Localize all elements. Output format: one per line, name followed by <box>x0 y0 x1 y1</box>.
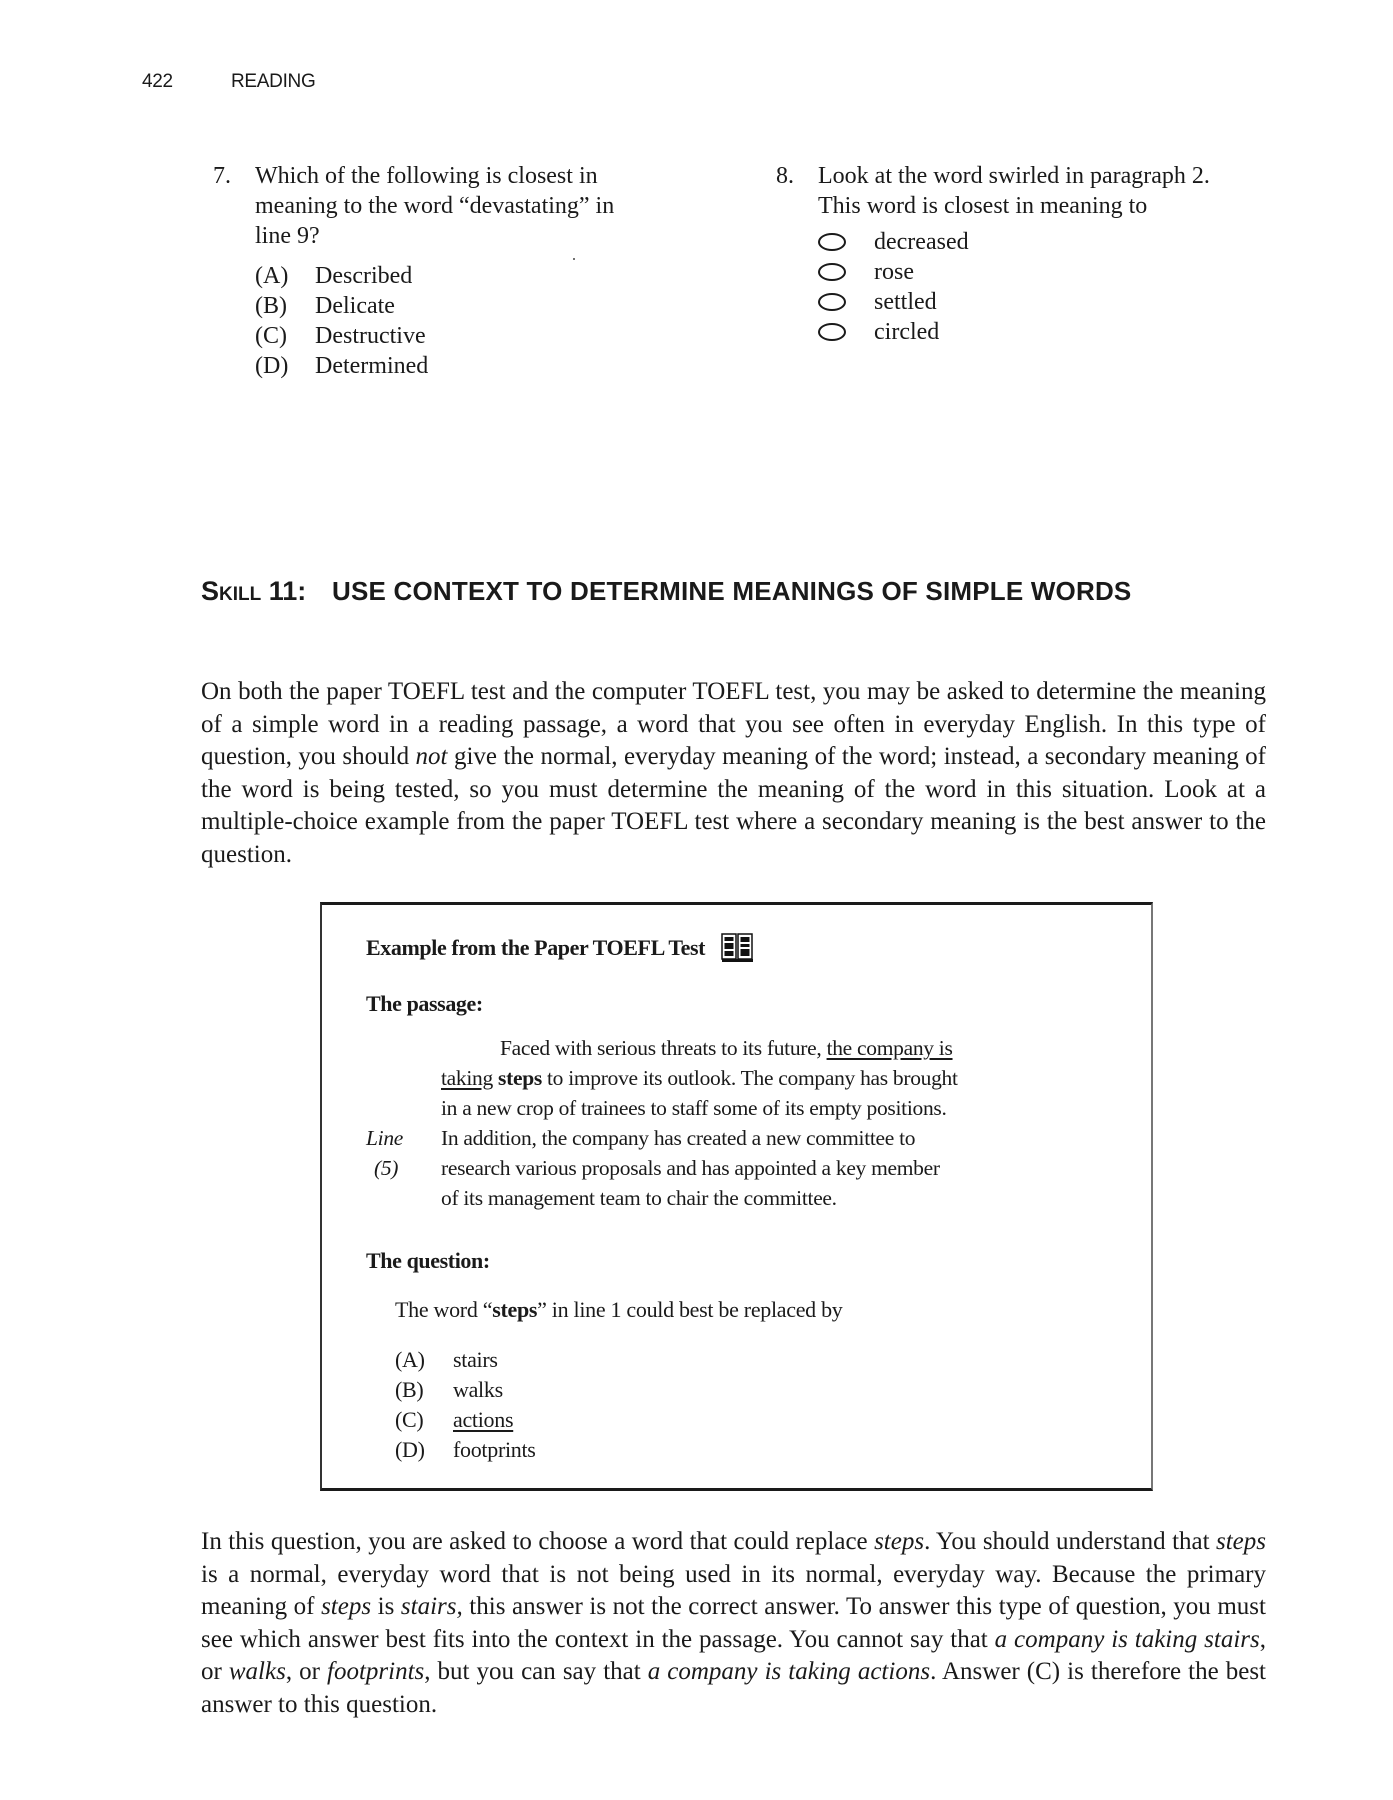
passage-line <box>322 1153 1155 1183</box>
book-icon <box>721 933 753 963</box>
emphasis-text: a company is taking actions <box>647 1658 931 1685</box>
option-text: Determined <box>315 353 429 379</box>
skill-title: USE CONTEXT TO DETERMINE MEANINGS OF SIMPLE WORDS <box>332 576 1132 606</box>
answer-option-d[interactable] <box>255 351 683 381</box>
passage-line <box>322 1183 1155 1213</box>
radio-bubble-icon[interactable] <box>818 233 846 251</box>
answer-option-a[interactable] <box>255 261 683 291</box>
stem-line: This word is closest in meaning to <box>818 193 1148 219</box>
option-text: decreased <box>874 229 969 255</box>
text-run: On both the paper TOEFL test and the computer TOEFL test, you may be asked to determine the meaning of a simple word in a reading passage, a word that you see often in everyday English. In this type of question, you should <box>201 678 1266 770</box>
example-title-text: Example from the Paper TOEFL Test <box>366 935 706 960</box>
option-letter: (B) <box>255 293 287 319</box>
answer-option-b[interactable] <box>395 1377 536 1407</box>
passage-line-text: research various proposals and has appointed a key member <box>441 1156 940 1180</box>
text-run: , or <box>201 1625 1266 1685</box>
radio-bubble-icon[interactable] <box>818 263 846 281</box>
passage <box>322 1033 1155 1213</box>
skill-heading <box>201 576 1201 606</box>
radio-bubble-icon[interactable] <box>818 293 846 311</box>
passage-line <box>322 1123 1155 1153</box>
question-number: 7. <box>213 163 231 189</box>
emphasis-text: steps <box>321 1593 372 1620</box>
option-text: stairs <box>453 1347 498 1372</box>
passage-line-text: taking steps to improve its outlook. The company has brought <box>441 1066 958 1090</box>
emphasis-text: not <box>415 743 448 770</box>
option-letter: (D) <box>255 353 289 379</box>
question-stem <box>255 161 683 251</box>
text-run: this answer is not the correct answer. To answer this type of question, you must see which answer best fits into the context in the passage. You cannot say that <box>201 1593 1266 1653</box>
passage-label: The passage: <box>366 991 483 1016</box>
text-run: In this question, you are asked to choose a word that could replace <box>201 1528 875 1555</box>
option-text: Described <box>315 263 413 289</box>
answer-option-d[interactable] <box>395 1437 536 1467</box>
emphasis-text: stairs, <box>400 1593 463 1620</box>
answer-option-2[interactable] <box>818 257 1276 287</box>
question-stem <box>818 161 1276 221</box>
option-text: actions <box>453 1407 514 1432</box>
passage-line <box>322 1063 1155 1093</box>
running-head <box>142 71 315 93</box>
question-number: 8. <box>776 163 794 189</box>
answer-options <box>818 227 1276 347</box>
option-letter: (B) <box>395 1377 424 1402</box>
example-question-stem <box>395 1297 843 1323</box>
explanation-paragraph <box>201 1526 1266 1721</box>
stem-line: Which of the following is closest in <box>255 163 598 189</box>
text-run: is <box>371 1593 401 1620</box>
question-label: The question: <box>366 1248 490 1273</box>
text-run: . You should understand that <box>924 1528 1216 1555</box>
passage-line-text: In addition, the company has created a new committee to <box>441 1126 916 1150</box>
passage-line-text: of its management team to chair the committee. <box>441 1186 837 1210</box>
question-8 <box>776 161 1276 347</box>
passage-line-text: in a new crop of trainees to staff some of its empty positions. <box>441 1096 947 1120</box>
passage-line <box>322 1093 1155 1123</box>
question-7 <box>213 161 683 381</box>
passage-line-text: Faced with serious threats to its future, the company is <box>500 1036 953 1060</box>
stem-line: meaning to the word “devastating” in <box>255 193 615 219</box>
option-text: footprints <box>453 1437 536 1462</box>
option-letter: (A) <box>395 1347 425 1372</box>
line-number-marker: (5) <box>374 1156 399 1180</box>
print-speck <box>573 258 575 260</box>
line-number-marker: Line <box>366 1126 404 1150</box>
answer-option-a[interactable] <box>395 1347 536 1377</box>
page-number: 422 <box>142 71 173 92</box>
emphasis-text: walks <box>228 1658 286 1685</box>
text-run: . Answer (C) is therefore the best answer to this question. <box>201 1658 1266 1718</box>
answer-option-3[interactable] <box>818 287 1276 317</box>
answer-option-4[interactable] <box>818 317 1276 347</box>
text-run: The word “ <box>395 1297 493 1322</box>
text-run: , or <box>285 1658 327 1685</box>
emphasis-text: a company is taking stairs <box>994 1625 1260 1653</box>
example-box <box>320 902 1153 1491</box>
answer-option-c[interactable] <box>255 321 683 351</box>
example-title <box>366 933 753 963</box>
text-run: ” in line 1 could best be replaced by <box>537 1297 843 1322</box>
option-letter: (C) <box>255 323 287 349</box>
option-text: circled <box>874 319 940 345</box>
text-run: is a normal, everyday word that is not being used in its normal, everyday way. Because the primary meaning of <box>201 1560 1266 1620</box>
option-letter: (A) <box>255 263 289 289</box>
bold-text: steps <box>492 1297 538 1322</box>
option-letter: (C) <box>395 1407 424 1432</box>
option-text: settled <box>874 289 937 315</box>
emphasis-text: steps <box>1216 1528 1266 1555</box>
emphasis-text: steps <box>874 1528 925 1555</box>
example-answer-options <box>395 1347 536 1467</box>
answer-option-1[interactable] <box>818 227 1276 257</box>
stem-line: Look at the word swirled in paragraph 2. <box>818 163 1210 189</box>
emphasis-text: footprints <box>327 1658 425 1685</box>
answer-options <box>255 261 683 381</box>
option-text: walks <box>453 1377 503 1402</box>
stem-line: line 9? <box>255 223 320 249</box>
text-run: , but you can say that <box>424 1658 648 1685</box>
option-text: Delicate <box>315 293 395 319</box>
passage-line <box>322 1033 1155 1063</box>
option-text: Destructive <box>315 323 426 349</box>
option-text: rose <box>874 259 914 285</box>
intro-paragraph <box>201 676 1266 871</box>
radio-bubble-icon[interactable] <box>818 323 846 341</box>
skill-label: Skill 11: <box>201 576 307 606</box>
answer-option-c[interactable] <box>395 1407 536 1437</box>
section-title: READING <box>230 71 316 92</box>
answer-option-b[interactable] <box>255 291 683 321</box>
option-letter: (D) <box>395 1437 425 1462</box>
text-run: give the normal, everyday meaning of the word; instead, a secondary meaning of the word is being tested, so you must determine the meaning of the word in this situation. Look at a multiple-choice example from the paper TOEFL test where a secondary meaning is the best answer to the question. <box>201 743 1266 868</box>
